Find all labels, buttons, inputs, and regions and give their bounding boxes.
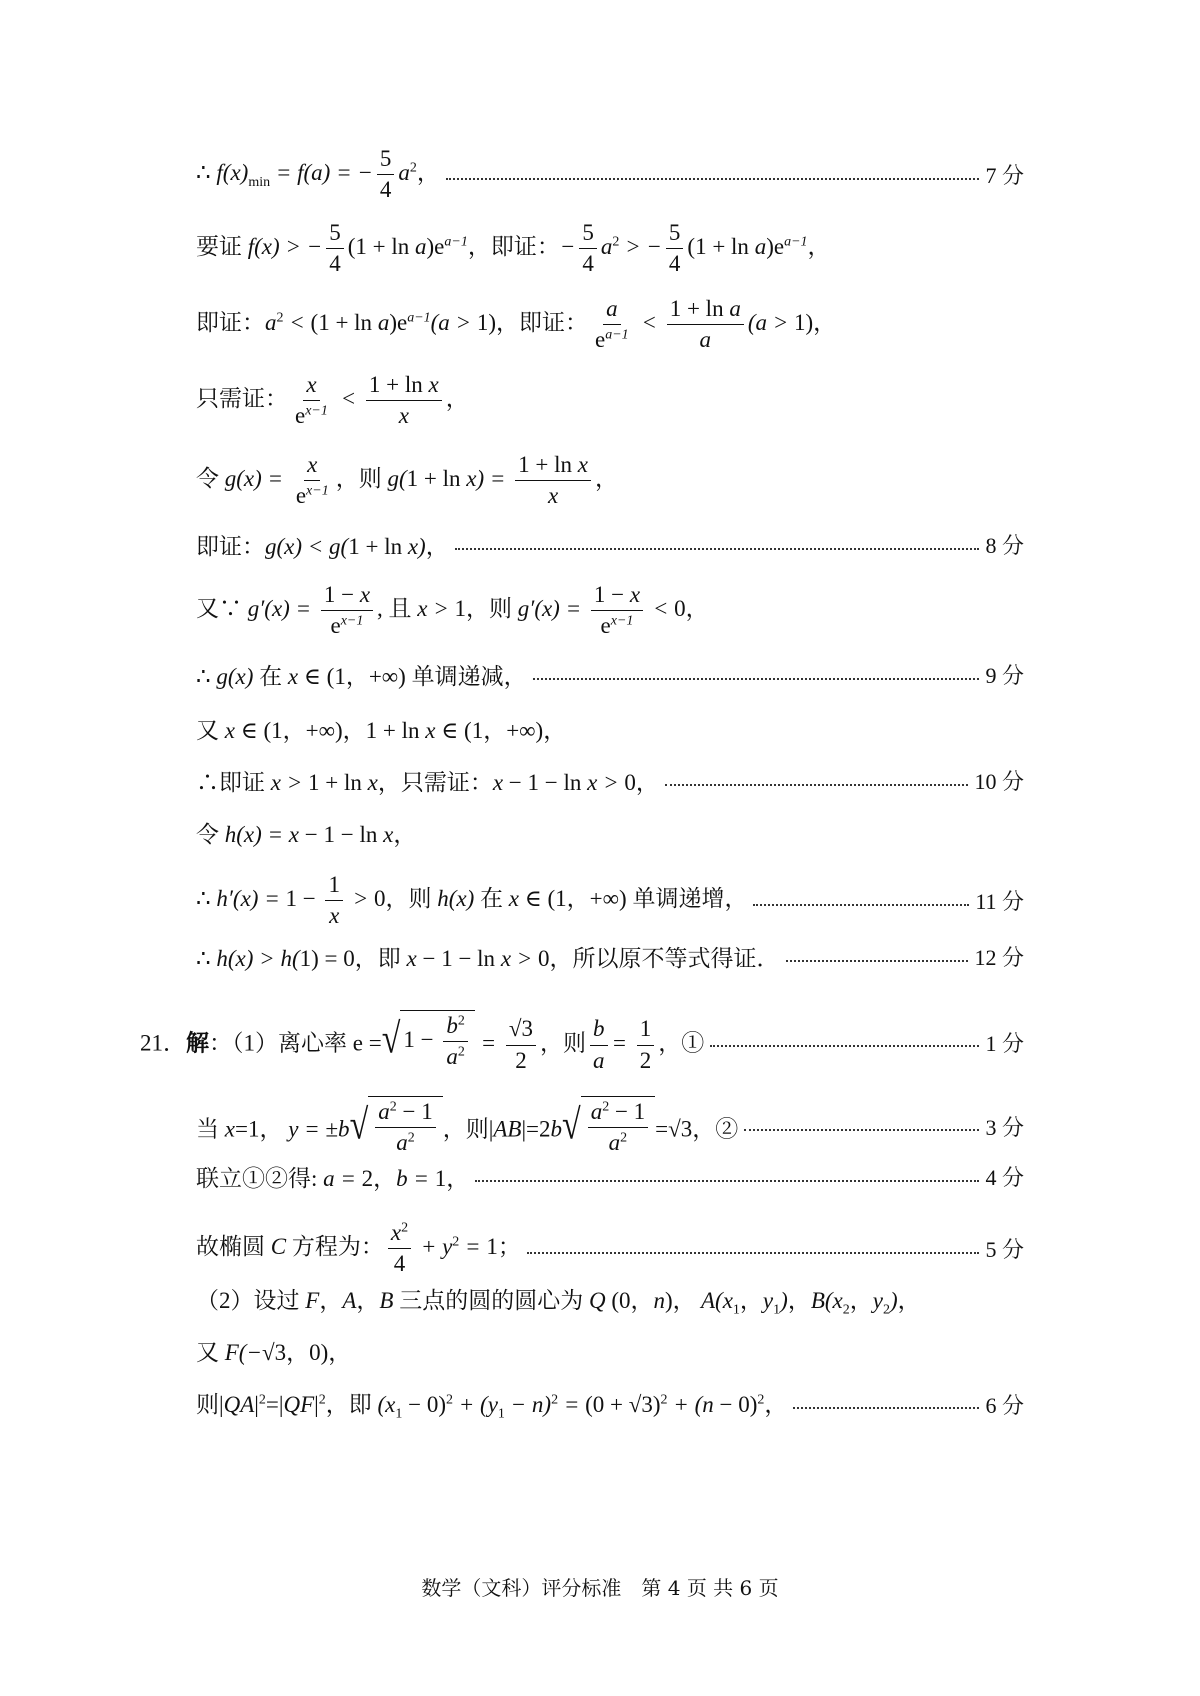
line-5-text: 令 g(x) = $\frac{x}{e^{x-1}}$ ，则 g(1 + ln x) = $\frac{\text{1 + ln x}}{x}$ ，	[196, 452, 618, 509]
line-20	[196, 1386, 1024, 1423]
line-6	[196, 528, 1024, 561]
score-label: 9 分	[985, 663, 1024, 688]
score-label: 7 分	[985, 163, 1024, 189]
line-16-text: 联立①②得: a = 2，b = 1，	[196, 1166, 470, 1191]
score-label: 3 分	[985, 1114, 1024, 1140]
line-3-text: 即证：$a^2 < (1 + \ln a)e^{a-1}(a > 1)$，即证： $\frac{a}{e^{a-1}}$ < $\frac{\text{1 + ln a}}{a}$ (a > 1)，	[196, 296, 837, 353]
leader-dots	[446, 178, 980, 180]
line-19-text: 又 F(−√3，0)，	[196, 1340, 352, 1365]
leader-dots	[753, 904, 969, 906]
line-10	[196, 764, 1024, 797]
leader-dots	[475, 1180, 979, 1182]
line-20-text: 则$|QA|^2=|QF|^2$，即 $(x_1 - 0)^2 + (y_1 - n)^2 = (0 + √3)^2 + (n - 0)^2$，	[196, 1392, 788, 1422]
line-15-text: 当 x=1， y = ±b √ $\frac{a^2 - 1}{a^2}$ ，则|AB|=2b √ $\frac{a^2 - 1}{a^2}$ =√3，②	[196, 1096, 738, 1157]
line-13-text: ∴ h(x) > h(1) = 0，即 x − 1 − ln x > 0，所以原不等式得证．	[196, 946, 780, 971]
leader-dots	[744, 1129, 979, 1131]
line-1	[196, 146, 1024, 204]
score-label: 8 分	[985, 533, 1024, 558]
line-16	[196, 1160, 1024, 1193]
line-7	[196, 582, 1024, 640]
line-14	[140, 1010, 1024, 1074]
leader-dots	[527, 1252, 980, 1254]
line-3	[196, 296, 1024, 354]
score-label: 11 分	[975, 889, 1024, 915]
line-15	[196, 1096, 1024, 1157]
line-9-text: 又 x ∈ (1，+∞)，1 + ln x ∈ (1，+∞)，	[196, 718, 567, 743]
score-label: 12 分	[974, 945, 1024, 970]
line-1-text: ∴ $f(x)_{min} = f(a)$ = − $\frac{5}{4}$ $a^2$，	[196, 146, 440, 203]
score-label: 10 分	[974, 769, 1024, 794]
score-label: 4 分	[985, 1165, 1024, 1190]
line-14-text: 21．解：（1）离心率 e = √ 1 − $\frac{b^2}{a^2}$ = $\frac{√3}{2}$ ，则 $\frac{b}{a}$ = $\frac{1}{2}$ ，①	[140, 1010, 704, 1074]
line-17-text: 故椭圆 C 方程为： $\frac{x^2}{4}$ + $y^2 = 1$；	[196, 1220, 521, 1277]
line-19	[196, 1334, 1024, 1367]
line-7-text: 又∵ g′(x) = $\frac{1 - x}{e^{x-1}}$ , 且 x > 1，则 g′(x) = $\frac{1 - x}{e^{x-1}}$ < 0，	[196, 582, 709, 639]
line-8	[196, 658, 1024, 691]
leader-dots	[710, 1045, 979, 1047]
line-9	[196, 712, 1024, 745]
line-18	[196, 1282, 1024, 1319]
score-label: 1 分	[985, 1030, 1024, 1056]
leader-dots	[533, 678, 980, 680]
line-6-text: 即证：g(x) < g(1 + ln x)，	[196, 534, 449, 559]
leader-dots	[665, 784, 969, 786]
leader-dots	[455, 548, 980, 550]
score-label: 6 分	[985, 1392, 1024, 1418]
score-label: 5 分	[985, 1237, 1024, 1263]
line-17	[196, 1220, 1024, 1278]
line-18-text: （2）设过 F，A，B 三点的圆的圆心为 Q (0，n)， $A(x_1$，$y_1$)，$B(x_2$，$y_2$)，	[196, 1288, 921, 1318]
line-4-text: 只需证： $\frac{x}{e^{x-1}}$ < $\frac{\text{1 + ln x}}{x}$ ，	[196, 372, 469, 429]
leader-dots	[786, 960, 969, 962]
line-11	[196, 816, 1024, 849]
line-2-text: 要证 f(x) > − $\frac{5}{4}$ $(1 + \ln a)e^{a-1}$，即证：− $\frac{5}{4}$ $a^2$ > − $\frac{5}{4}$ $(1 + \ln a)e^{a-1}$，	[196, 220, 831, 277]
line-12-text: ∴ h′(x) = 1 − $\frac{1}{x}$ > 0，则 h(x) 在 x ∈ (1，+∞) 单调递增，	[196, 872, 748, 929]
line-13	[196, 940, 1024, 973]
line-4	[196, 372, 1024, 430]
line-10-text: ∴即证 x > 1 + ln x，只需证：x − 1 − ln x > 0，	[196, 770, 659, 795]
leader-dots	[793, 1407, 979, 1409]
line-5	[196, 452, 1024, 510]
line-8-text: ∴ g(x) 在 x ∈ (1，+∞) 单调递减，	[196, 664, 527, 689]
page-footer: 数学（文科）评分标准 第 4 页 共 6 页	[421, 1576, 779, 1600]
line-12	[196, 872, 1024, 930]
line-11-text: 令 h(x) = x − 1 − ln x，	[196, 822, 417, 847]
line-2	[196, 220, 1024, 278]
